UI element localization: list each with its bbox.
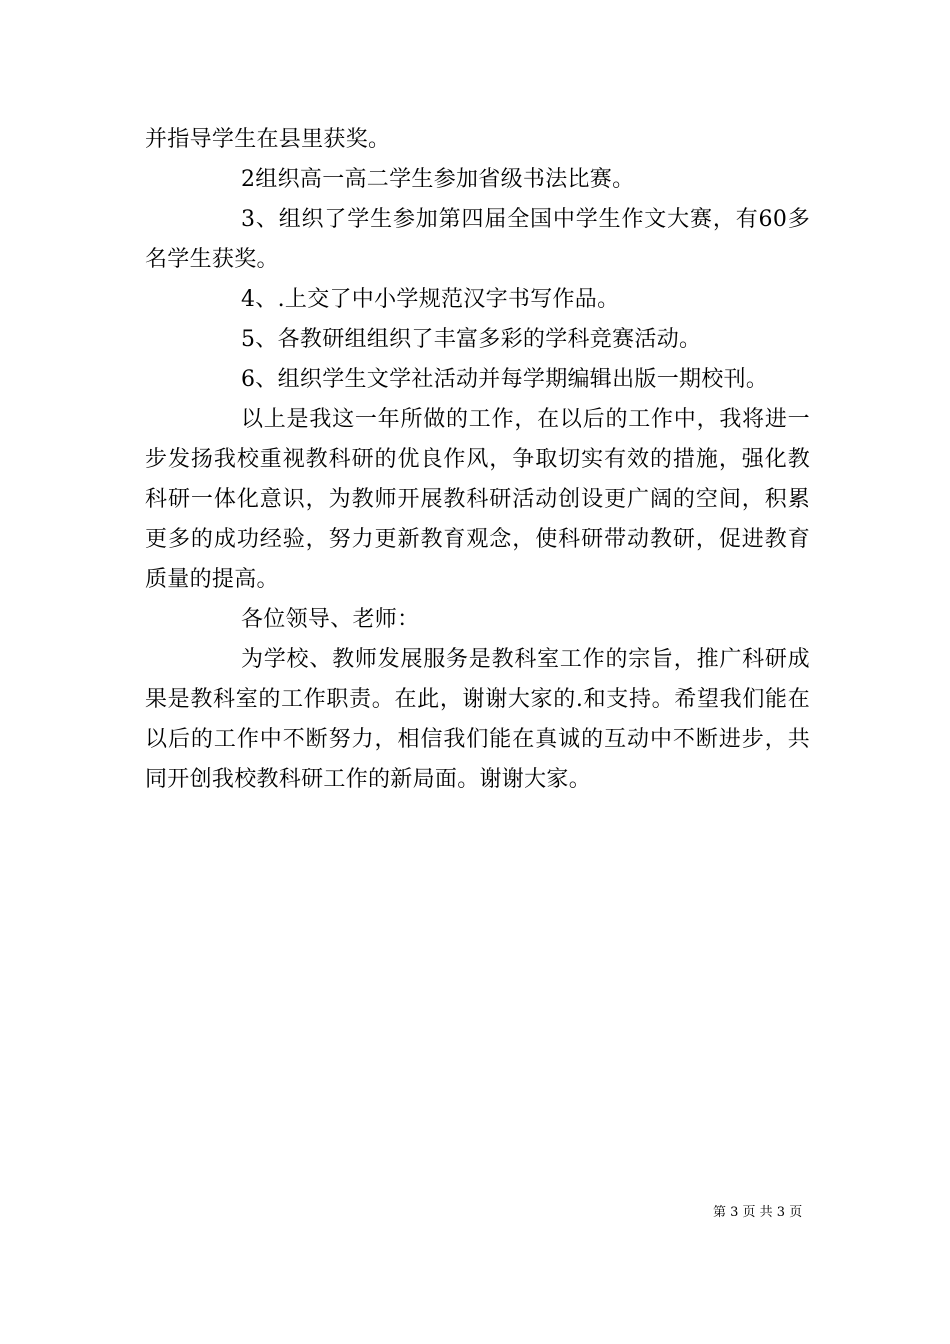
paragraph-item-2: 2组织高一高二学生参加省级书法比赛。 [241,167,635,192]
paragraph-summary: 以上是我这一年所做的工作，在以后的工作中，我将进一步发扬我校重视教科研的优良作风，争取切实有效的措施，强化教科研一体化意识，为教师开展教科研活动创设更广阔的空间，积累更多的成功经验，努力更新教育观念，使科研带动教研，促进教育质量的提高。 [145,407,810,592]
paragraph-item-3: 3、组织了学生参加第四届全国中学生作文大赛，有60多名学生获奖。 [145,207,810,272]
document-body [145,120,810,800]
paragraph-closing: 为学校、教师发展服务是教科室工作的宗旨，推广科研成果是教科室的工作职责。在此，谢谢大家的.和支持。希望我们能在以后的工作中不断努力，相信我们能在真诚的互动中不断进步，共同开创我校教科研工作的新局面。谢谢大家。 [145,647,810,792]
paragraph-item-6: 6、组织学生文学社活动并每学期编辑出版一期校刊。 [241,367,769,392]
page-number-footer: 第 3 页 共 3 页 [713,1205,803,1220]
paragraph-item-5: 5、各教研组组织了丰富多彩的学科竞赛活动。 [241,327,702,352]
paragraph-continued: 并指导学生在县里获奖。 [145,127,391,152]
paragraph-item-4: 4、.上交了中小学规范汉字书写作品。 [241,287,620,312]
paragraph-salutation: 各位领导、老师： [241,607,420,632]
